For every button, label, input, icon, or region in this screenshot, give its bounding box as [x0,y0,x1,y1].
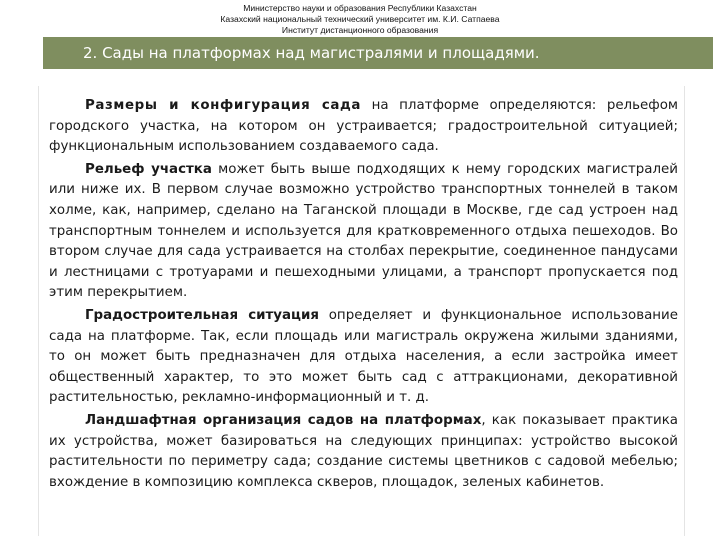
institution-header [0,3,720,36]
slide-content [49,96,678,495]
paragraph-text: , как показывает практика их устройства, может базироваться на следующих принципах: устройство высокой растительности по периметру сада; создание системы цветников с садовой мебелью; вхождение в композицию комплекса скверов, площадок, зеленых кабинетов. [49,412,678,490]
paragraph-text: на платформе определяются: рельефом городского участка, на котором он устраивается; градостроительной ситуацией; функциональным использованием создаваемого сада. [49,98,678,155]
paragraph-lead: Размеры и конфигурация сада [85,98,362,113]
title-bar [43,37,713,69]
institute-line: Институт дистанционного образования [281,25,439,35]
paragraph-size-config [49,96,678,158]
paragraph-lead: Рельеф участка [85,161,212,177]
paragraph-landscape [49,411,678,493]
university-line: Казахский национальный технический университет им. К.И. Сатпаева [220,14,500,24]
paragraph-text: может быть выше подходящих к нему городских магистралей или ниже их. В первом случае возможно устройство транспортных тоннелей в таком холме, как, например, сделано на Таганской площади в Москве, где сад устроен над транспортным тоннелем и используется для кратковременного отдыха пешеходов. Во втором случае для сада устраивается на столбах перекрытие, соединенное пандусами и лестницами с тротуарами и пешеходными улицами, а транспорт пропускается под этим перекрытием. [49,161,678,301]
slide-title: 2. Сады на платформах над магистралями и площадями. [83,44,540,62]
paragraph-lead: Градостроительная ситуация [85,307,319,323]
paragraph-text: определяет и функциональное использование сада на платформе. Так, если площадь или магистраль окружена жилыми зданиями, то он может быть предназначен для отдыха населения, а если застройка имеет общественный характер, то это может быть сад с аттракционами, декоративной растительностью, рекламно-информационный и т. д. [49,307,678,406]
paragraph-urban-situation [49,306,678,409]
paragraph-lead: Ландшафтная организация садов на платформах [85,412,482,428]
ministry-line: Министерство науки и образования Республики Казахстан [243,3,477,13]
paragraph-relief [49,160,678,304]
